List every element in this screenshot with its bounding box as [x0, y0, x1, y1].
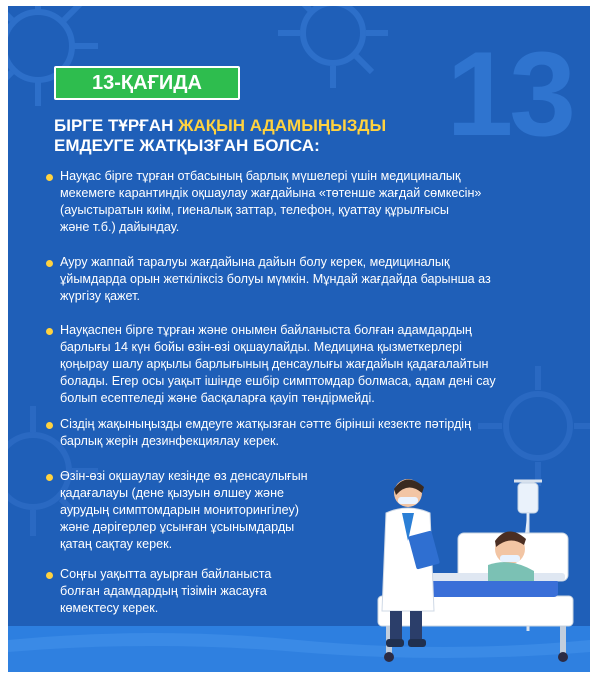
text-line: болады. Егер осы уақыт ішінде ешбір симптомдар болмаса, адам дені сау	[60, 374, 496, 388]
list-item	[46, 566, 271, 617]
text-line: қадағалауы (дене қызуын өлшеу және	[60, 486, 285, 500]
list-item-text	[60, 416, 471, 450]
infographic-card	[8, 6, 590, 672]
text-line: Соңғы уақытта ауырған байланыста	[60, 567, 272, 581]
text-line: (ауыстыратын киім, гиеналық заттар, телефон, қуаттау құрылғысы	[60, 203, 449, 217]
text-line: және т.б.) дайындау.	[60, 220, 180, 234]
page-title	[54, 116, 474, 156]
title-line-1	[54, 116, 474, 136]
text-line: Науқаспен бірге тұрған және онымен байланыста болған адамдардың	[60, 323, 472, 337]
text-line: Өзін-өзі оқшаулау кезінде өз денсаулығын	[60, 469, 308, 483]
text-line: жүргізу қажет.	[60, 289, 140, 303]
bullet-icon	[46, 572, 53, 579]
list-item	[46, 416, 471, 450]
bullet-icon	[46, 174, 53, 181]
text-line: Сіздің жақыныңызды емдеуге жатқызған сәтте бірінші кезекте пәтірдің	[60, 417, 472, 431]
list-item-text	[60, 566, 271, 617]
text-line: барлық жерін дезинфекциялау керек.	[60, 434, 280, 448]
text-line: Ауру жаппай таралуы жағдайына дайын болу керек, медициналық	[60, 255, 450, 269]
text-line: қатаң сақтау керек.	[60, 537, 173, 551]
text-line: көмектесу керек.	[60, 601, 159, 615]
bullet-icon	[46, 260, 53, 267]
title-highlight: ЖАҚЫН АДАМЫҢЫЗДЫ	[178, 116, 387, 135]
text-line: барлығы 14 күн бойы өзін-өзі оқшаулайды. Медицина қызметкерлері	[60, 340, 462, 354]
text-line: қоңырау шалу арқылы барлығының денсаулығы жағдайын қадағалайтын	[60, 357, 489, 371]
title-line-2: ЕМДЕУГЕ ЖАТҚЫЗҒАН БОЛСА:	[54, 136, 320, 155]
text-line: ұйымдарда орын жеткіліксіз болуы мүмкін. Мұндай жағдайда барынша аз	[60, 272, 491, 286]
list-item-text	[60, 168, 481, 236]
title-line-1-start: БІРГЕ ТҰРҒАН	[54, 116, 179, 135]
bullet-icon	[46, 474, 53, 481]
bullet-icon	[46, 422, 53, 429]
rule-badge: 13-ҚАҒИДА	[54, 66, 240, 100]
list-item	[46, 254, 491, 305]
text-line: мекемеге карантиндік оқшаулау жағдайына «төтенше жағдай сөмкесін»	[60, 186, 482, 200]
list-item	[46, 322, 496, 407]
virus-icon	[278, 6, 388, 88]
list-item	[46, 168, 481, 236]
text-line: болып есептеледі және басқаларға қауіп төндірмейді.	[60, 391, 375, 405]
text-line: аурудың симптомдарын мониторингілеу)	[60, 503, 299, 517]
text-line: болған адамдардың тізімін жасауға	[60, 584, 267, 598]
list-item	[46, 468, 308, 553]
list-item-text	[60, 468, 308, 553]
rule-number-watermark: 13	[446, 27, 572, 161]
list-item-text	[60, 322, 496, 407]
hospital-illustration	[338, 461, 578, 671]
list-item-text	[60, 254, 491, 305]
text-line: Науқас бірге тұрған отбасының барлық мүшелері үшін медициналық	[60, 169, 461, 183]
text-line: және дәрігерлер ұсынған ұсынымдарды	[60, 520, 295, 534]
bullet-icon	[46, 328, 53, 335]
